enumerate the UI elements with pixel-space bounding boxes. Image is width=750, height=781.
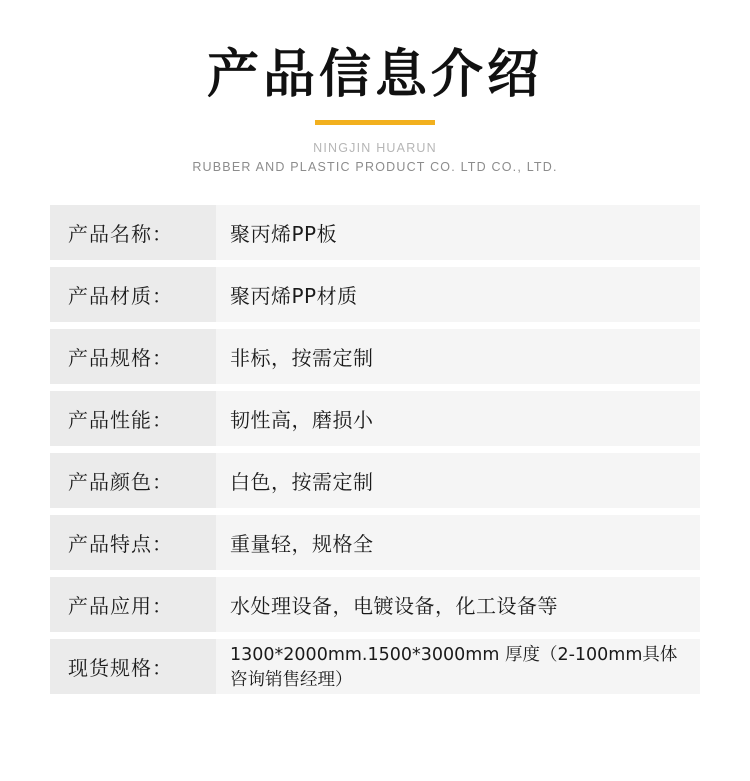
table-row bbox=[50, 267, 700, 322]
page-title: 产品信息介绍 bbox=[206, 45, 543, 105]
table-row bbox=[50, 515, 700, 570]
spec-label: 产品性能： bbox=[50, 391, 216, 446]
table-row bbox=[50, 577, 700, 632]
spec-value: 聚丙烯PP材质 bbox=[216, 267, 700, 322]
table-row bbox=[50, 205, 700, 260]
spec-value: 韧性高，磨损小 bbox=[216, 391, 700, 446]
spec-value: 非标，按需定制 bbox=[216, 329, 700, 384]
spec-label: 现货规格： bbox=[50, 639, 216, 694]
spec-value: 1300*2000mm.1500*3000mm 厚度（2-100mm具体咨询销售经理） bbox=[216, 639, 700, 694]
spec-label: 产品名称： bbox=[50, 205, 216, 260]
title-underline-rule bbox=[315, 120, 435, 125]
spec-label: 产品特点： bbox=[50, 515, 216, 570]
spec-label: 产品规格： bbox=[50, 329, 216, 384]
product-spec-table-body bbox=[50, 205, 700, 694]
table-row bbox=[50, 453, 700, 508]
table-row bbox=[50, 639, 700, 694]
spec-value: 重量轻，规格全 bbox=[216, 515, 700, 570]
company-name-en-line2: RUBBER AND PLASTIC PRODUCT CO. LTD CO., LTD. bbox=[192, 159, 558, 174]
spec-label: 产品材质： bbox=[50, 267, 216, 322]
product-spec-table bbox=[50, 198, 700, 701]
spec-value: 白色，按需定制 bbox=[216, 453, 700, 508]
spec-label: 产品应用： bbox=[50, 577, 216, 632]
spec-label: 产品颜色： bbox=[50, 453, 216, 508]
table-row bbox=[50, 391, 700, 446]
spec-value: 聚丙烯PP板 bbox=[216, 205, 700, 260]
spec-value: 水处理设备，电镀设备，化工设备等 bbox=[216, 577, 700, 632]
page-header bbox=[0, 0, 750, 174]
table-row bbox=[50, 329, 700, 384]
company-name-en-line1: NINGJIN HUARUN bbox=[313, 140, 437, 155]
